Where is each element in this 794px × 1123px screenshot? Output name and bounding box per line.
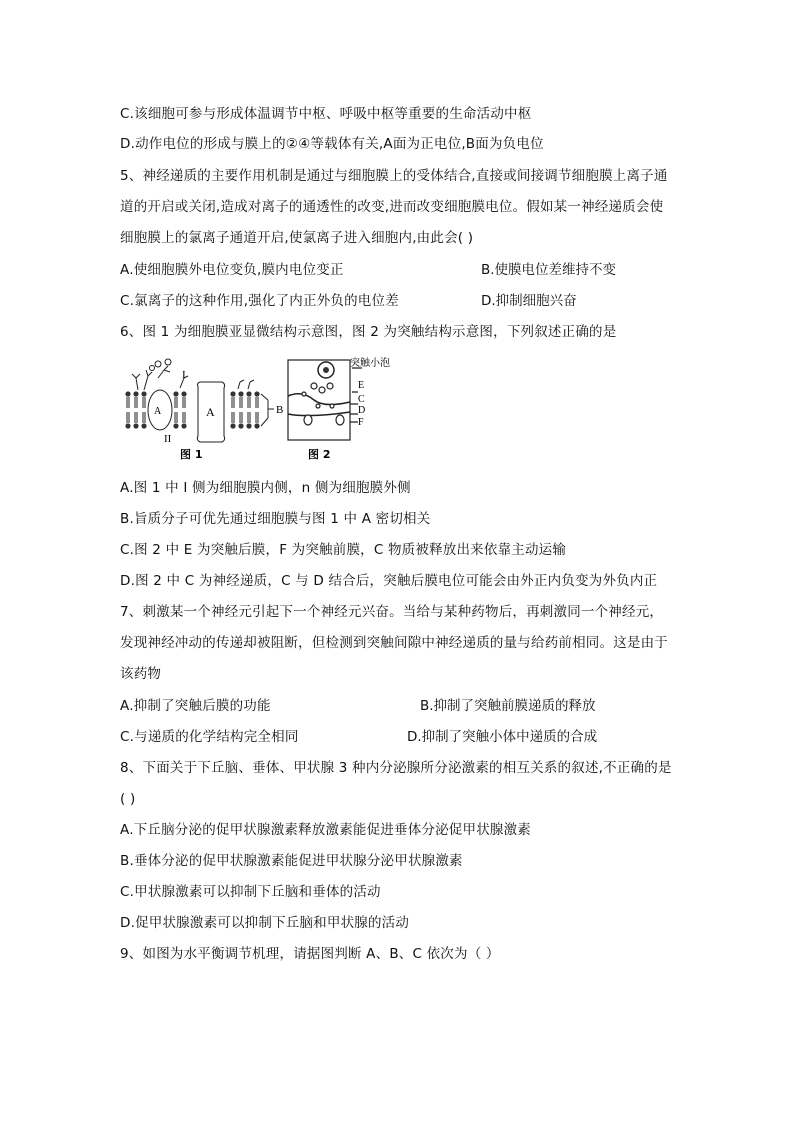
fig2-synapse-diagram <box>288 360 365 440</box>
q6-option-c: C.图 2 中 E 为突触后膜，F 为突触前膜，C 物质被释放出来依靠主动运输 <box>120 542 567 558</box>
fig2-label-d: D <box>358 405 366 416</box>
q8-stem-line2: ( ) <box>120 791 136 807</box>
q8-stem-line1: 8、下面关于下丘脑、垂体、甲状腺 3 种内分泌腺所分泌激素的相互关系的叙述,不正确的是 <box>120 760 672 776</box>
q5-stem-line2: 道的开启或关闭,造成对离子的通透性的改变,进而改变细胞膜电位。假如某一神经递质会使 <box>120 199 664 215</box>
q6-stem: 6、图 1 为细胞膜亚显微结构示意图，图 2 为突触结构示意图，下列叙述正确的是 <box>120 324 617 340</box>
fig1-caption: 图 1 <box>180 448 203 461</box>
q8-option-b: B.垂体分泌的促甲状腺激素能促进甲状腺分泌甲状腺激素 <box>120 853 463 869</box>
q6-option-d: D.图 2 中 C 为神经递质，C 与 D 结合后，突触后膜电位可能会由外正内负变为外负内正 <box>120 573 658 589</box>
q7-stem-line1: 7、刺激某一个神经元引起下一个神经元兴奋。当给与某种药物后，再刺激同一个神经元， <box>120 604 664 620</box>
fig1-label-a-big: A <box>206 405 215 419</box>
fig1-label-i: I <box>182 369 186 381</box>
q7-option-c: C.与递质的化学结构完全相同 <box>120 729 299 745</box>
option-c-prev: C.该细胞可参与形成体温调节中枢、呼吸中枢等重要的生命活动中枢 <box>120 106 532 122</box>
q7-stem-line3: 该药物 <box>120 666 162 682</box>
fig1-label-ii: II <box>164 433 172 445</box>
q6-option-a: A.图 1 中 I 侧为细胞膜内侧，n 侧为细胞膜外侧 <box>120 480 411 496</box>
q7-option-b: B.抑制了突触前膜递质的释放 <box>420 698 596 714</box>
figure-svg <box>118 356 390 464</box>
fig2-caption: 图 2 <box>308 448 331 461</box>
q7-stem-line2: 发现神经冲动的传递却被阻断，但检测到突触间隙中神经递质的量与给药前相同。这是由于 <box>120 635 668 651</box>
fig1-membrane-diagram <box>125 359 274 442</box>
q5-stem-line1: 5、神经递质的主要作用机制是通过与细胞膜上的受体结合,直接或间接调节细胞膜上离子通 <box>120 168 668 184</box>
fig1-label-b: B <box>276 404 284 416</box>
q6-option-b: B.旨质分子可优先通过细胞膜与图 1 中 A 密切相关 <box>120 511 431 527</box>
q8-option-d: D.促甲状腺激素可以抑制下丘脑和甲状腺的活动 <box>120 915 410 931</box>
q8-option-c: C.甲状腺激素可以抑制下丘脑和垂体的活动 <box>120 884 381 900</box>
fig2-label-f: F <box>358 417 364 428</box>
q7-option-d: D.抑制了突触小体中递质的合成 <box>407 729 598 745</box>
fig2-label-vesicle: 突触小泡 <box>350 358 390 369</box>
q5-option-d: D.抑制细胞兴奋 <box>481 293 577 309</box>
q5-option-a: A.使细胞膜外电位变负,膜内电位变正 <box>120 262 344 278</box>
fig2-label-c: C <box>358 394 365 405</box>
option-d-prev: D.动作电位的形成与膜上的②④等载体有关,A面为正电位,B面为负电位 <box>120 136 544 152</box>
q8-option-a: A.下丘脑分泌的促甲状腺激素释放激素能促进垂体分泌促甲状腺激素 <box>120 822 531 838</box>
q5-option-c: C.氯离子的这种作用,强化了内正外负的电位差 <box>120 293 399 309</box>
membrane-synapse-figure <box>118 356 390 464</box>
fig2-label-e: E <box>358 380 365 391</box>
fig1-label-a-small: A <box>154 406 162 417</box>
q5-option-b: B.使膜电位差维持不变 <box>481 262 617 278</box>
q9-stem: 9、如图为水平衡调节机理，请据图判断 A、B、C 依次为（ ） <box>120 946 500 962</box>
q5-stem-line3: 细胞膜上的氯离子通道开启,使氯离子进入细胞内,由此会( ) <box>120 230 474 246</box>
q7-option-a: A.抑制了突触后膜的功能 <box>120 698 271 714</box>
